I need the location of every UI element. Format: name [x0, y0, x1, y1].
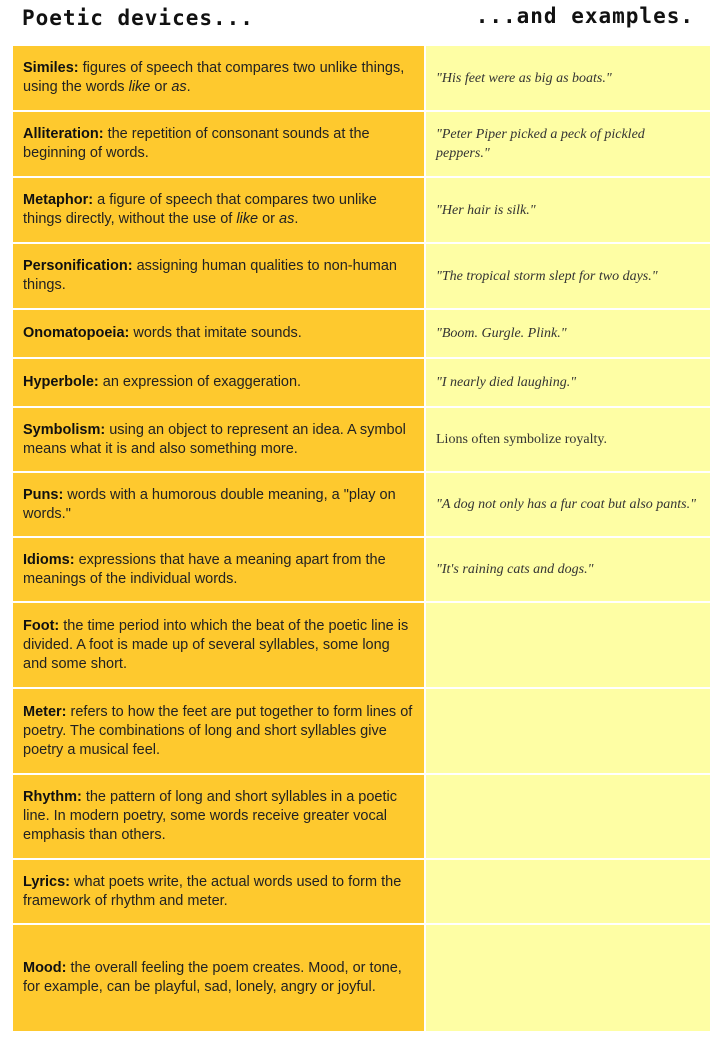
device-example: Lions often symbolize royalty. [426, 408, 710, 473]
device-definition [13, 46, 426, 112]
device-example: "A dog not only has a fur coat but also pants." [426, 473, 710, 538]
device-term: Meter: [23, 703, 67, 720]
devices-table [13, 46, 710, 1029]
device-example: "Her hair is silk." [426, 178, 710, 244]
device-example [426, 925, 710, 1033]
device-definition [13, 689, 426, 775]
definition-text: the repetition of consonant sounds at the beginning of words. [23, 126, 370, 161]
device-term: Puns: [23, 486, 64, 503]
definition-text: like [128, 79, 151, 95]
device-example [426, 775, 710, 860]
header [0, 0, 724, 44]
definition-text: expressions that have a meaning apart from the meanings of the individual words. [23, 551, 386, 587]
definition-text: as [171, 79, 187, 95]
device-term: Rhythm: [23, 789, 82, 805]
device-example: "The tropical storm slept for two days." [426, 244, 710, 310]
definition-text: refers to how the feet are put together to form lines of poetry. The combinations of long and short syllables give poetry a musical feel. [23, 703, 413, 758]
device-term: Personification: [23, 258, 133, 274]
definition-text: words that imitate sounds. [129, 325, 302, 341]
definition-text: or [150, 79, 172, 95]
device-example [426, 860, 710, 925]
definition-text: the overall feeling the poem creates. Mood, or tone, for example, can be playful, sad, lonely, angry or joyful. [23, 960, 402, 995]
device-term: Foot: [23, 617, 60, 634]
device-term: Similes: [23, 60, 79, 76]
device-example: "Boom. Gurgle. Plink." [426, 310, 710, 359]
device-definition [13, 538, 426, 603]
device-example: "His feet were as big as boats." [426, 46, 710, 112]
device-term: Lyrics: [23, 873, 71, 890]
definition-text: an expression of exaggeration. [98, 374, 302, 390]
device-example: "I nearly died laughing." [426, 359, 710, 408]
device-term: Onomatopoeia: [23, 325, 130, 341]
device-definition [13, 925, 426, 1033]
definition-text: words with a humorous double meaning, a "play on words." [23, 486, 396, 522]
definition-text: what poets write, the actual words used to form the framework of rhythm and meter. [23, 873, 402, 909]
device-example: "It's raining cats and dogs." [426, 538, 710, 603]
device-definition [13, 860, 426, 925]
device-definition [13, 178, 426, 244]
device-definition [13, 473, 426, 538]
definition-text: using an object to represent an idea. A symbol means what it is and also something more. [23, 421, 406, 457]
device-definition [13, 112, 426, 178]
device-term: Metaphor: [23, 192, 94, 208]
definition-text: or [258, 211, 280, 227]
device-definition [13, 408, 426, 473]
header-right-title: ...and examples. [475, 4, 694, 28]
device-term: Idioms: [23, 551, 75, 568]
device-example [426, 603, 710, 689]
definition-text: as [279, 211, 295, 227]
device-example: "Peter Piper picked a peck of pickled peppers." [426, 112, 710, 178]
definition-text: figures of speech that compares two unlike things, using the words [23, 60, 405, 95]
definition-text: the time period into which the beat of the poetic line is divided. A foot is made up of several syllables, some long and some short. [23, 617, 409, 672]
device-example [426, 689, 710, 775]
device-term: Alliteration: [23, 126, 104, 142]
device-definition [13, 359, 426, 408]
device-definition [13, 775, 426, 860]
definition-text: like [236, 211, 259, 227]
device-term: Symbolism: [23, 421, 106, 438]
definition-text: assigning human qualities to non-human things. [23, 258, 397, 293]
header-left-title: Poetic devices... [22, 6, 254, 30]
device-definition [13, 310, 426, 359]
definition-text: . [186, 79, 191, 95]
definition-text: the pattern of long and short syllables in a poetic line. In modern poetry, some words receive greater vocal emphasis than others. [23, 789, 397, 843]
device-definition [13, 603, 426, 689]
device-term: Hyperbole: [23, 374, 99, 390]
device-term: Mood: [23, 960, 67, 976]
device-definition [13, 244, 426, 310]
definition-text: . [294, 211, 299, 227]
definition-text: a figure of speech that compares two unlike things directly, without the use of [23, 192, 377, 227]
